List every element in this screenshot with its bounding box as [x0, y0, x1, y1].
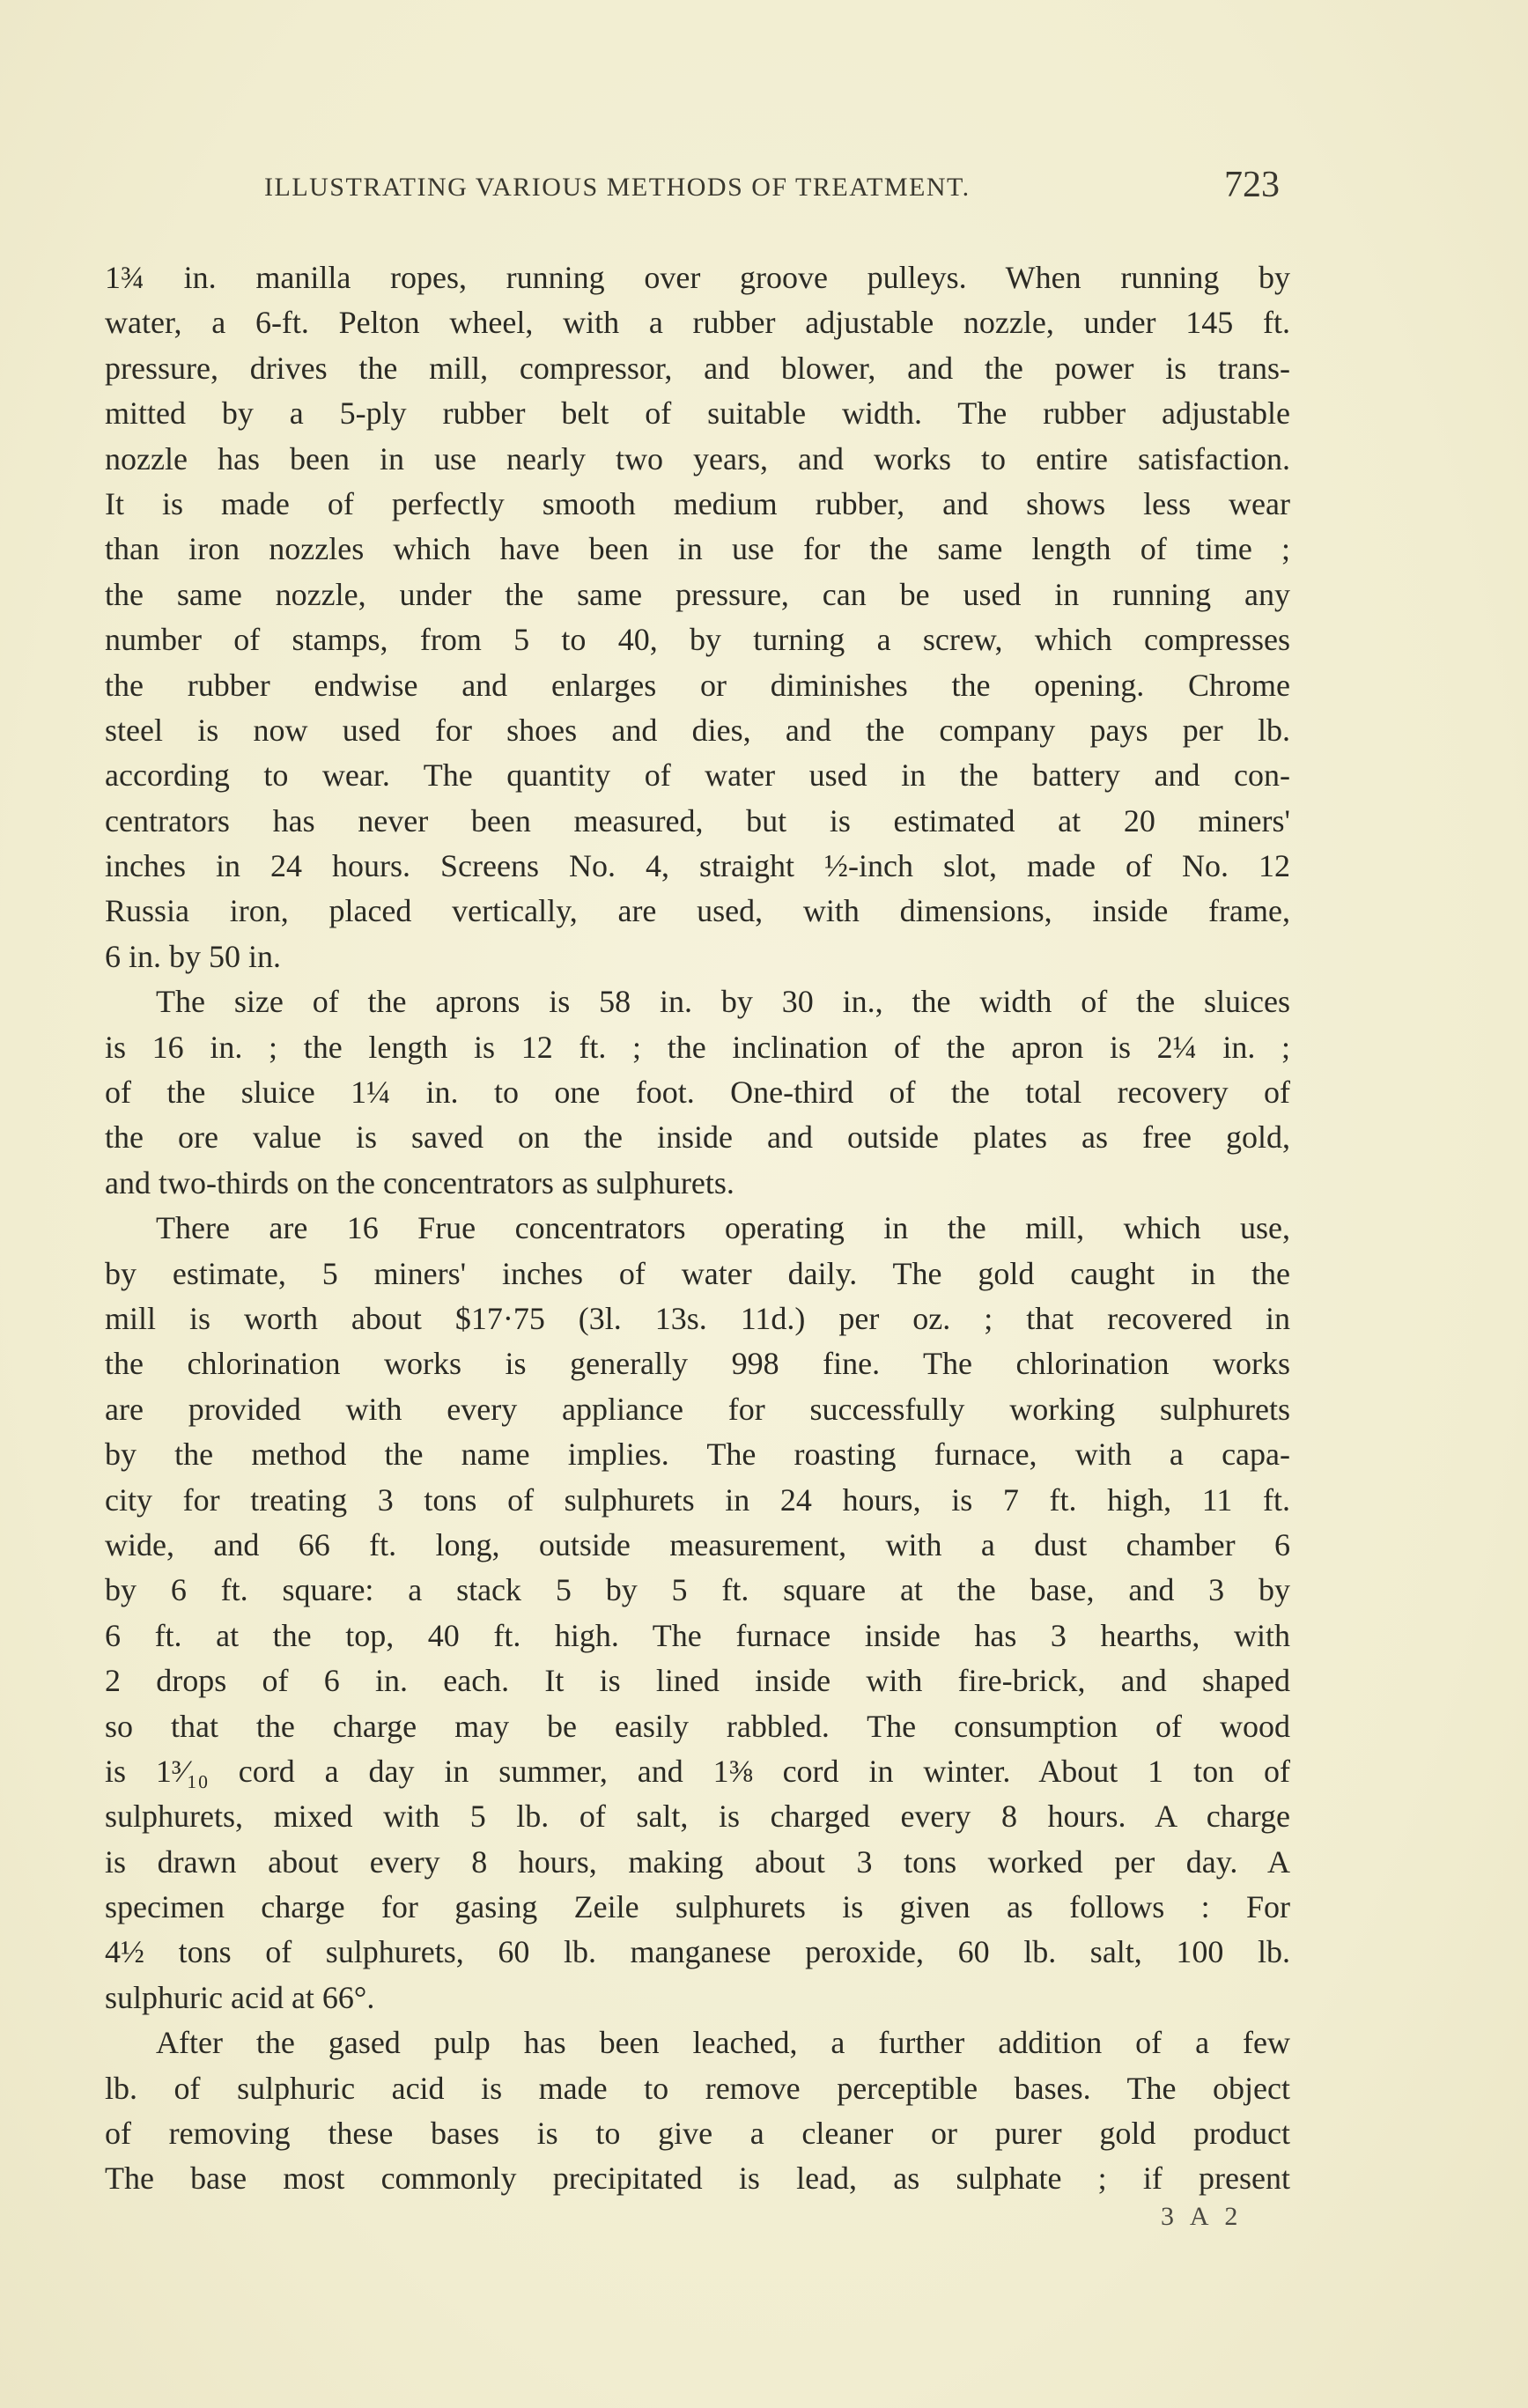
- text-line: The size of the aprons is 58 in. by 30 in., the width of the sluices: [156, 984, 1290, 1020]
- signature-mark: 3 A 2: [1161, 2202, 1244, 2231]
- text-line: of removing these bases is to give a cleaner or purer gold product: [105, 2116, 1290, 2152]
- text-line: by the method the name implies. The roasting furnace, with a capa-: [105, 1437, 1290, 1473]
- text-line: mitted by a 5-ply rubber belt of suitable width. The rubber adjustable: [105, 395, 1290, 432]
- running-head: ILLUSTRATING VARIOUS METHODS OF TREATMENT.: [264, 173, 971, 202]
- text-line: 2 drops of 6 in. each. It is lined inside with fire-brick, and shaped: [105, 1663, 1290, 1699]
- text-line: mill is worth about $17·75 (3l. 13s. 11d.) per oz. ; that recovered in: [105, 1300, 1290, 1336]
- text-line: wide, and 66 ft. long, outside measurement, with a dust chamber 6: [105, 1526, 1290, 1562]
- text-line: 1¾ in. manilla ropes, running over groove pulleys. When running by: [105, 260, 1290, 295]
- text-line: 4½ tons of sulphurets, 60 lb. manganese peroxide, 60 lb. salt, 100 lb.: [105, 1934, 1290, 1970]
- text-line: so that the charge may be easily rabbled. The consumption of wood: [105, 1708, 1290, 1744]
- text-line: the same nozzle, under the same pressure, can be used in running any: [105, 576, 1290, 612]
- text-line: steel is now used for shoes and dies, and the company pays per lb.: [105, 712, 1290, 748]
- text-line: are provided with every appliance for successfully working sulphurets: [105, 1391, 1290, 1427]
- text-line: the chlorination works is generally 998 fine. The chlorination works: [105, 1346, 1290, 1382]
- text-line: is 16 in. ; the length is 12 ft. ; the inclination of the apron is 2¼ in. ;: [105, 1029, 1290, 1065]
- text-line: is drawn about every 8 hours, making about 3 tons worked per day. A: [105, 1843, 1290, 1880]
- body-text: [105, 255, 1290, 2202]
- text-line: Russia iron, placed vertically, are used, with dimensions, inside frame,: [105, 893, 1290, 929]
- text-line: the ore value is saved on the inside and outside plates as free gold,: [105, 1119, 1290, 1156]
- text-line: specimen charge for gasing Zeile sulphurets is given as follows : For: [105, 1889, 1290, 1925]
- text-line: and two-thirds on the concentrators as sulphurets.: [105, 1164, 734, 1200]
- text-line: It is made of perfectly smooth medium rubber, and shows less wear: [105, 485, 1290, 521]
- text-line: sulphuric acid at 66°.: [105, 1979, 375, 2015]
- page-number: 723: [1224, 165, 1280, 205]
- text-line: sulphurets, mixed with 5 lb. of salt, is charged every 8 hours. A charge: [105, 1799, 1290, 1835]
- text-line: lb. of sulphuric acid is made to remove perceptible bases. The object: [105, 2070, 1290, 2106]
- text-line: the rubber endwise and enlarges or diminishes the opening. Chrome: [105, 667, 1290, 703]
- text-line: 6 ft. at the top, 40 ft. high. The furnace inside has 3 hearths, with: [105, 1617, 1290, 1653]
- text-line: by estimate, 5 miners' inches of water daily. The gold caught in the: [105, 1255, 1290, 1291]
- text-line: of the sluice 1¼ in. to one foot. One-third of the total recovery of: [105, 1075, 1290, 1111]
- text-line: inches in 24 hours. Screens No. 4, straight ½-inch slot, made of No. 12: [105, 848, 1290, 884]
- text-line: nozzle has been in use nearly two years, and works to entire satisfaction.: [105, 440, 1290, 476]
- text-line: city for treating 3 tons of sulphurets in 24 hours, is 7 ft. high, 11 ft.: [105, 1481, 1290, 1518]
- text-line: pressure, drives the mill, compressor, and blower, and the power is trans-: [105, 350, 1290, 386]
- text-line: according to wear. The quantity of water used in the battery and con-: [105, 757, 1290, 794]
- text-line: There are 16 Frue concentrators operating in the mill, which use,: [156, 1210, 1290, 1246]
- text-line: 6 in. by 50 in.: [105, 938, 282, 974]
- text-line: After the gased pulp has been leached, a further addition of a few: [156, 2025, 1290, 2061]
- text-line: centrators has never been measured, but is estimated at 20 miners': [105, 802, 1290, 838]
- text-line: by 6 ft. square: a stack 5 by 5 ft. square at the base, and 3 by: [105, 1572, 1290, 1608]
- text-line: The base most commonly precipitated is lead, as sulphate ; if present: [105, 2161, 1290, 2197]
- text-line: than iron nozzles which have been in use for the same length of time ;: [105, 531, 1290, 567]
- text-line: number of stamps, from 5 to 40, by turning a screw, which compresses: [105, 622, 1290, 658]
- text-line: water, a 6-ft. Pelton wheel, with a rubber adjustable nozzle, under 145 ft.: [105, 305, 1290, 341]
- text-line: is 1³⁄₁₀ cord a day in summer, and 1⅜ cord in winter. About 1 ton of: [105, 1753, 1290, 1789]
